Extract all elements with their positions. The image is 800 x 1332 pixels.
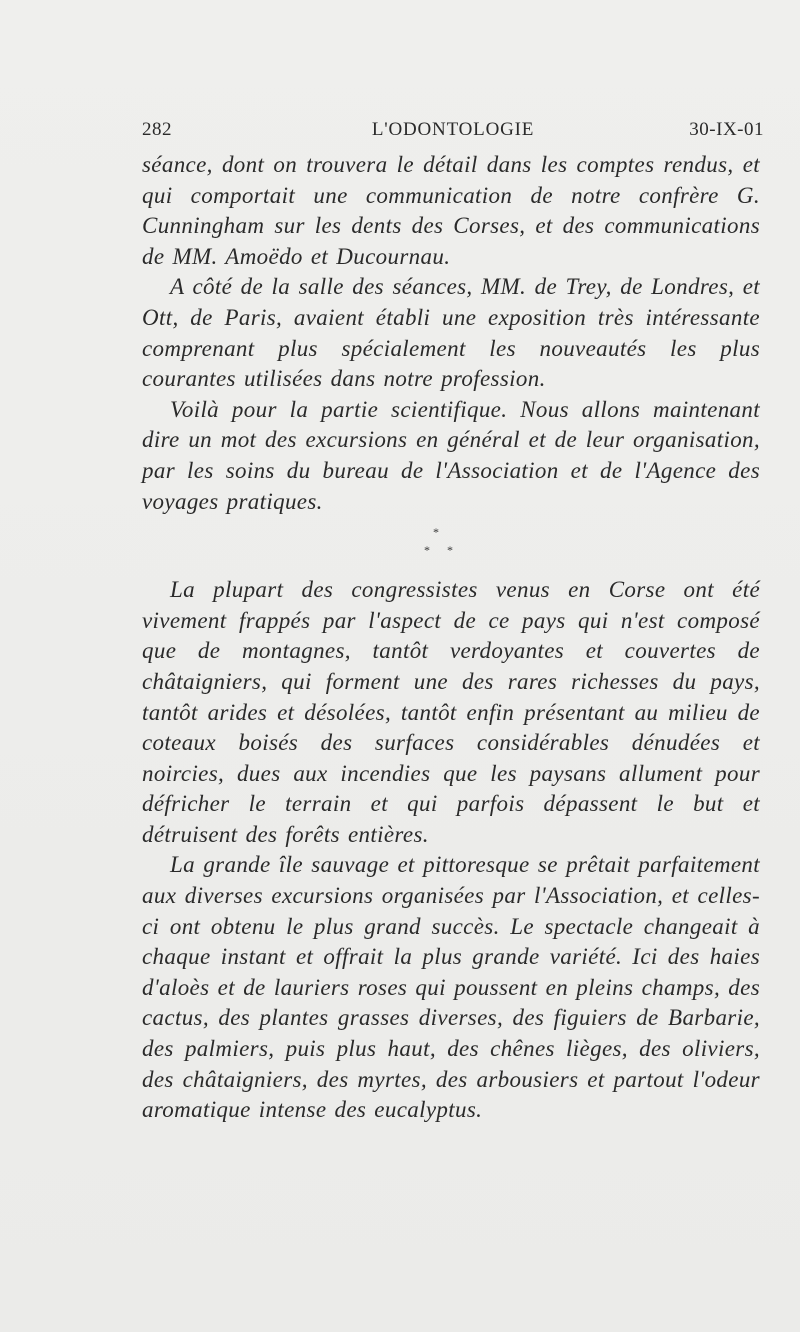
- page-header: [142, 119, 764, 143]
- ornament-star-top: *: [433, 525, 440, 540]
- section-ornament: [142, 517, 760, 575]
- issue-date: 30-IX-01: [689, 119, 764, 140]
- ornament-stars-bottom: * *: [424, 543, 459, 558]
- page-body: [142, 150, 760, 1126]
- running-title: L'ODONTOLOGIE: [371, 119, 535, 140]
- page-number: 282: [142, 119, 172, 140]
- paragraph-ile-sauvage: La grande île sauvage et pittoresque se prêtait parfaitement aux diverses excursions organisées par l'Association, et celles-ci ont obtenu le plus grand succès. Le spectacle changeait à chaque instant et offrait la plus grande variété. Ici des haies d'aloès et de lauriers roses qui poussent en pleins champs, des cactus, des plantes grasses diverses, des figuiers de Barbarie, des palmiers, puis plus haut, des chênes lièges, des oliviers, des châtaigniers, des myrtes, des arbousiers et partout l'odeur aromatique intense des eucalyptus.: [142, 852, 760, 1123]
- paragraph-paysage: La plupart des congressistes venus en Corse ont été vivement frappés par l'aspect de ce pays qui n'est composé que de montagnes, tantôt verdoyantes et couvertes de châtaigniers, qui forment une des rares richesses du pays, tantôt arides et désolées, tantôt enfin présentant au milieu de coteaux boisés des surfaces considérables dénudées et noircies, dues aux incendies que les paysans allument pour défricher le terrain et qui parfois dépassent le but et détruisent des forêts entières.: [142, 577, 760, 847]
- paragraph-exposition: A côté de la salle des séances, MM. de Trey, de Londres, et Ott, de Paris, avaient établi une exposition très intéressante comprenant plus spécialement les nouveautés les plus courantes utilisées dans notre profession.: [142, 274, 760, 392]
- paragraph-seance: séance, dont on trouvera le détail dans les comptes rendus, et qui comportait une communication de notre confrère G. Cunningham sur les dents des Corses, et des communications de MM. Amoëdo et Ducournau.: [142, 152, 760, 269]
- paragraph-excursions-intro: Voilà pour la partie scientifique. Nous allons maintenant dire un mot des excursions en général et de leur organisation, par les soins du bureau de l'Association et de l'Agence des voyages pratiques.: [142, 396, 760, 514]
